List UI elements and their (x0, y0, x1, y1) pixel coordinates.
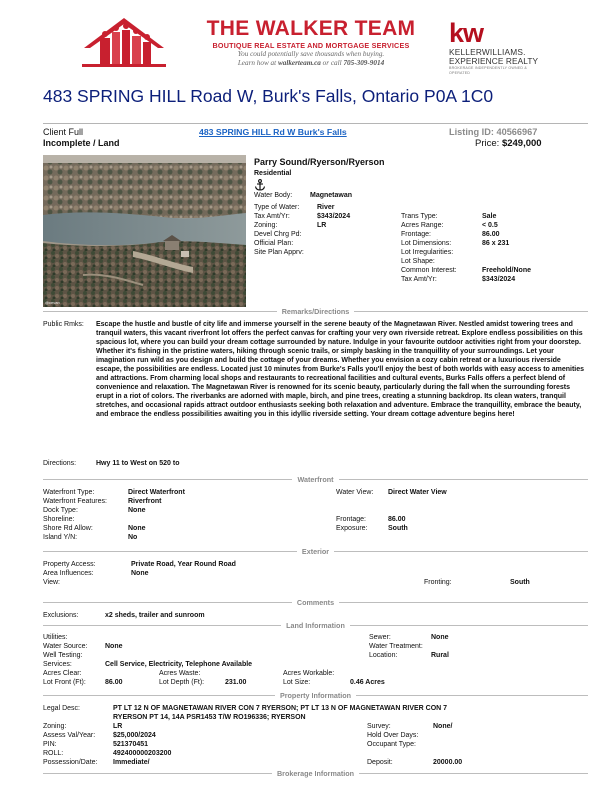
prop-zoning-label: Zoning: (43, 723, 67, 730)
shoreline-label: Shoreline: (43, 516, 75, 523)
lot-dimensions-label: Lot Dimensions: (401, 240, 452, 247)
legal-desc-line2: RYERSON PT 14, 14A PSR1453 T/W RO196336; RYERSON (113, 714, 306, 721)
listing-id: Listing ID: 40566967 (449, 127, 538, 137)
sewer-label: Sewer: (369, 634, 391, 641)
kw-brokerage-note: BROKERAGE INDEPENDENTLY OWNED & OPERATED (449, 66, 527, 75)
wf-frontage-value: 86.00 (388, 516, 406, 523)
listing-status: Incomplete / Land (43, 138, 120, 148)
exterior-section-heading: Exterior (43, 547, 588, 556)
common-interest-label: Common Interest: (401, 267, 457, 274)
water-view-value: Direct Water View (388, 489, 447, 496)
lot-irregularities-label: Lot Irregularities: (401, 249, 454, 256)
assess-label: Assess Val/Year: (43, 732, 96, 739)
type-of-water-label: Type of Water: (254, 204, 300, 211)
island-value: No (128, 534, 138, 541)
trans-type-label: Trans Type: (401, 213, 438, 220)
water-body-label: Water Body: (254, 192, 293, 199)
listing-address-link[interactable]: 483 SPRING HILL Rd W Burk's Falls (199, 127, 347, 137)
exclusions-label: Exclusions: (43, 612, 79, 619)
kw-subtitle: EXPERIENCE REALTY (449, 56, 539, 66)
lot-size-value: 0.46 Acres (350, 679, 385, 686)
acres-range-label: Acres Range: (401, 222, 444, 229)
area-influences-label: Area Influences: (43, 570, 94, 577)
header-banner (0, 0, 612, 84)
hold-over-label: Hold Over Days: (367, 732, 419, 739)
deposit-value: 20000.00 (433, 759, 463, 766)
brand-title: THE WALKER TEAM (206, 17, 416, 40)
well-testing-label: Well Testing: (43, 652, 83, 659)
summary-left-fields (254, 203, 394, 263)
assess-value: $25,000/2024 (113, 732, 156, 739)
site-plan-label: Site Plan Apprv: (254, 249, 304, 256)
keller-williams-logo (449, 20, 549, 76)
exclusions-value: x2 sheds, trailer and sunroom (105, 612, 205, 619)
waterfront-features-label: Waterfront Features: (43, 498, 107, 505)
waterfront-section-heading: Waterfront (43, 475, 588, 484)
common-interest-value: Freehold/None (482, 267, 532, 274)
dock-type-label: Dock Type: (43, 507, 78, 514)
roll-value: 492400000203200 (113, 750, 172, 757)
lot-shape-label: Lot Shape: (401, 258, 435, 265)
address-title: 483 SPRING HILL Road W, Burk's Falls, Ontario P0A 1C0 (43, 86, 494, 106)
kw-mark: kw (449, 18, 484, 48)
anchor-icon (254, 179, 266, 191)
prop-zoning-value: LR (113, 723, 123, 730)
tax-amount-right-label: Tax Amt/Yr: (401, 276, 437, 283)
acres-range-value: < 0.5 (482, 222, 498, 229)
lot-size-label: Lot Size: (283, 679, 311, 686)
tax-amount-label: Tax Amt/Yr: (254, 213, 290, 220)
sewer-value: None (431, 634, 449, 641)
acres-workable-label: Acres Workable: (283, 670, 335, 677)
summary-right-fields (401, 212, 587, 288)
fronting-label: Fronting: (424, 579, 452, 586)
water-body-value: Magnetawan (310, 192, 353, 199)
kw-name: KELLERWILLIAMS. (449, 47, 526, 57)
brand-subtitle: BOUTIQUE REAL ESTATE AND MORTGAGE SERVICES (212, 41, 410, 50)
shore-rd-allow-label: Shore Rd Allow: (43, 525, 93, 532)
land-section-heading: Land Information (43, 621, 588, 630)
pin-value: 521370451 (113, 741, 149, 748)
waterfront-type-label: Waterfront Type: (43, 489, 95, 496)
directions-label: Directions: (43, 460, 77, 467)
lot-depth-label: Lot Depth (Ft): (159, 679, 205, 686)
frontage-value: 86.00 (482, 231, 500, 238)
property-access-label: Property Access: (43, 561, 96, 568)
public-remarks-text: Escape the hustle and bustle of city life and immerse yourself in the serene beauty of the Magnetawan River. Nestled amidst towering trees and tranquil waters, this vacant riverfront lot offers the perfect canvas for crafting your very own riverside retreat. Explore endless possibilities on this spacious lot, where you can build your dream cottage surrounded by nature. Indulge in your favourite outdoor activities right from your doorstep. Whether it's fishing in the pristine waters, hiking through scenic trails, or simply basking in the tranquillity of your surroundings. Let your imagination run wild as you design and build the cottage of your dreams. Whether you envision a cozy cabin retreat or a luxurious riverside escape, the possibilities are endless. Located just 10 minutes from Burke's Falls you'll enjoy the best of both worlds with easy access to amenities and attractions. From charming local shops and restaurants to recreational facilities and cultural events, Burks Falls offers a perfect blend of convenience and relaxation. The Magnetawan River is renowned for its scenic beauty, particularly during the fall when the surrounding forests erupt in a riot of colors. The riverbanks are adorned with maple, birch, and pine trees, creating a stunning backdrop. Its clean waters, tranquil stretches, and occasional rapids attract outdoor enthusiasts seeking both relaxation and adventure. Embrace the tranquillity, embrace the beauty, and embrace the endless possibilities awaiting you in this idyllic riverside setting. Your dream cottage adventure begins here! (96, 321, 585, 418)
brokerage-section-heading: Brokerage Information (43, 769, 588, 778)
remarks-section-heading: Remarks/Directions (43, 307, 588, 316)
waterfront-features-value: Riverfront (128, 498, 162, 505)
devel-chrg-label: Devel Chrg Pd: (254, 231, 302, 238)
header-divider (43, 123, 588, 124)
water-source-label: Water Source: (43, 643, 88, 650)
possession-label: Possession/Date: (43, 759, 98, 766)
lot-depth-value: 231.00 (225, 679, 247, 686)
pin-label: PIN: (43, 741, 57, 748)
aerial-photo-image (43, 155, 246, 307)
survey-label: Survey: (367, 723, 391, 730)
water-view-label: Water View: (336, 489, 374, 496)
possession-value: Immediate/ (113, 759, 150, 766)
tax-amount-right-value: $343/2024 (482, 276, 516, 283)
property-access-value: Private Road, Year Round Road (131, 561, 236, 568)
directions-value: Hwy 11 to West on 520 to (96, 460, 180, 467)
public-remarks-label: Public Rmks: (43, 321, 84, 328)
dock-type-value: None (128, 507, 146, 514)
type-of-water-value: River (317, 204, 335, 211)
brand-website[interactable]: walkerteam.ca (277, 59, 321, 67)
acres-waste-label: Acres Waste: (159, 670, 201, 677)
lot-front-value: 86.00 (105, 679, 123, 686)
location-label: Location: (369, 652, 398, 659)
trans-type-value: Sale (482, 213, 497, 220)
photo-credit: @cevan (45, 300, 60, 305)
property-section-heading: Property Information (43, 691, 588, 700)
shore-rd-allow-value: None (128, 525, 146, 532)
location-value: Rural (431, 652, 449, 659)
fronting-value: South (510, 579, 530, 586)
wf-frontage-label: Frontage: (336, 516, 366, 523)
water-treatment-label: Water Treatment: (369, 643, 423, 650)
area-community: Parry Sound/Ryerson/Ryerson (254, 157, 385, 167)
view-label: View: (43, 579, 60, 586)
frontage-label: Frontage: (401, 231, 431, 238)
survey-value: None/ (433, 723, 453, 730)
water-source-value: None (105, 643, 123, 650)
legal-desc-label: Legal Desc: (43, 705, 80, 712)
roll-label: ROLL: (43, 750, 64, 757)
walker-team-brand (186, 18, 436, 68)
comments-section-heading: Comments (43, 598, 588, 607)
legal-desc-line1: PT LT 12 N OF MAGNETAWAN RIVER CON 7 RYERSON; PT LT 13 N OF MAGNETAWAN RIVER CON 7 (113, 705, 448, 712)
brand-contact-line: Learn how at walkerteam.ca or call 705-309-9014 (237, 59, 385, 67)
lot-front-label: Lot Front (Ft): (43, 679, 86, 686)
occupant-label: Occupant Type: (367, 741, 416, 748)
lot-dimensions-value: 86 x 231 (482, 240, 510, 247)
listing-price: Price: $249,000 (475, 138, 542, 149)
island-label: Island Y/N: (43, 534, 78, 541)
walker-team-house-logo (78, 14, 170, 74)
report-type: Client Full (43, 127, 84, 137)
acres-clear-label: Acres Clear: (43, 670, 82, 677)
exposure-label: Exposure: (336, 525, 368, 532)
property-aerial-photo[interactable] (43, 155, 246, 307)
zoning-value: LR (317, 222, 327, 229)
services-value: Cell Service, Electricity, Telephone Available (105, 661, 253, 668)
deposit-label: Deposit: (367, 759, 393, 766)
brand-phone[interactable]: 705-309-9014 (343, 59, 385, 67)
services-label: Services: (43, 661, 72, 668)
utilities-label: Utilities: (43, 634, 68, 641)
brand-tagline: You could potentially save thousands when buying. (237, 50, 385, 58)
exposure-value: South (388, 525, 408, 532)
property-type: Residential (254, 170, 292, 177)
area-influences-value: None (131, 570, 149, 577)
waterfront-type-value: Direct Waterfront (128, 489, 185, 496)
zoning-label: Zoning: (254, 222, 278, 229)
tax-amount-value: $343/2024 (317, 213, 351, 220)
official-plan-label: Official Plan: (254, 240, 294, 247)
